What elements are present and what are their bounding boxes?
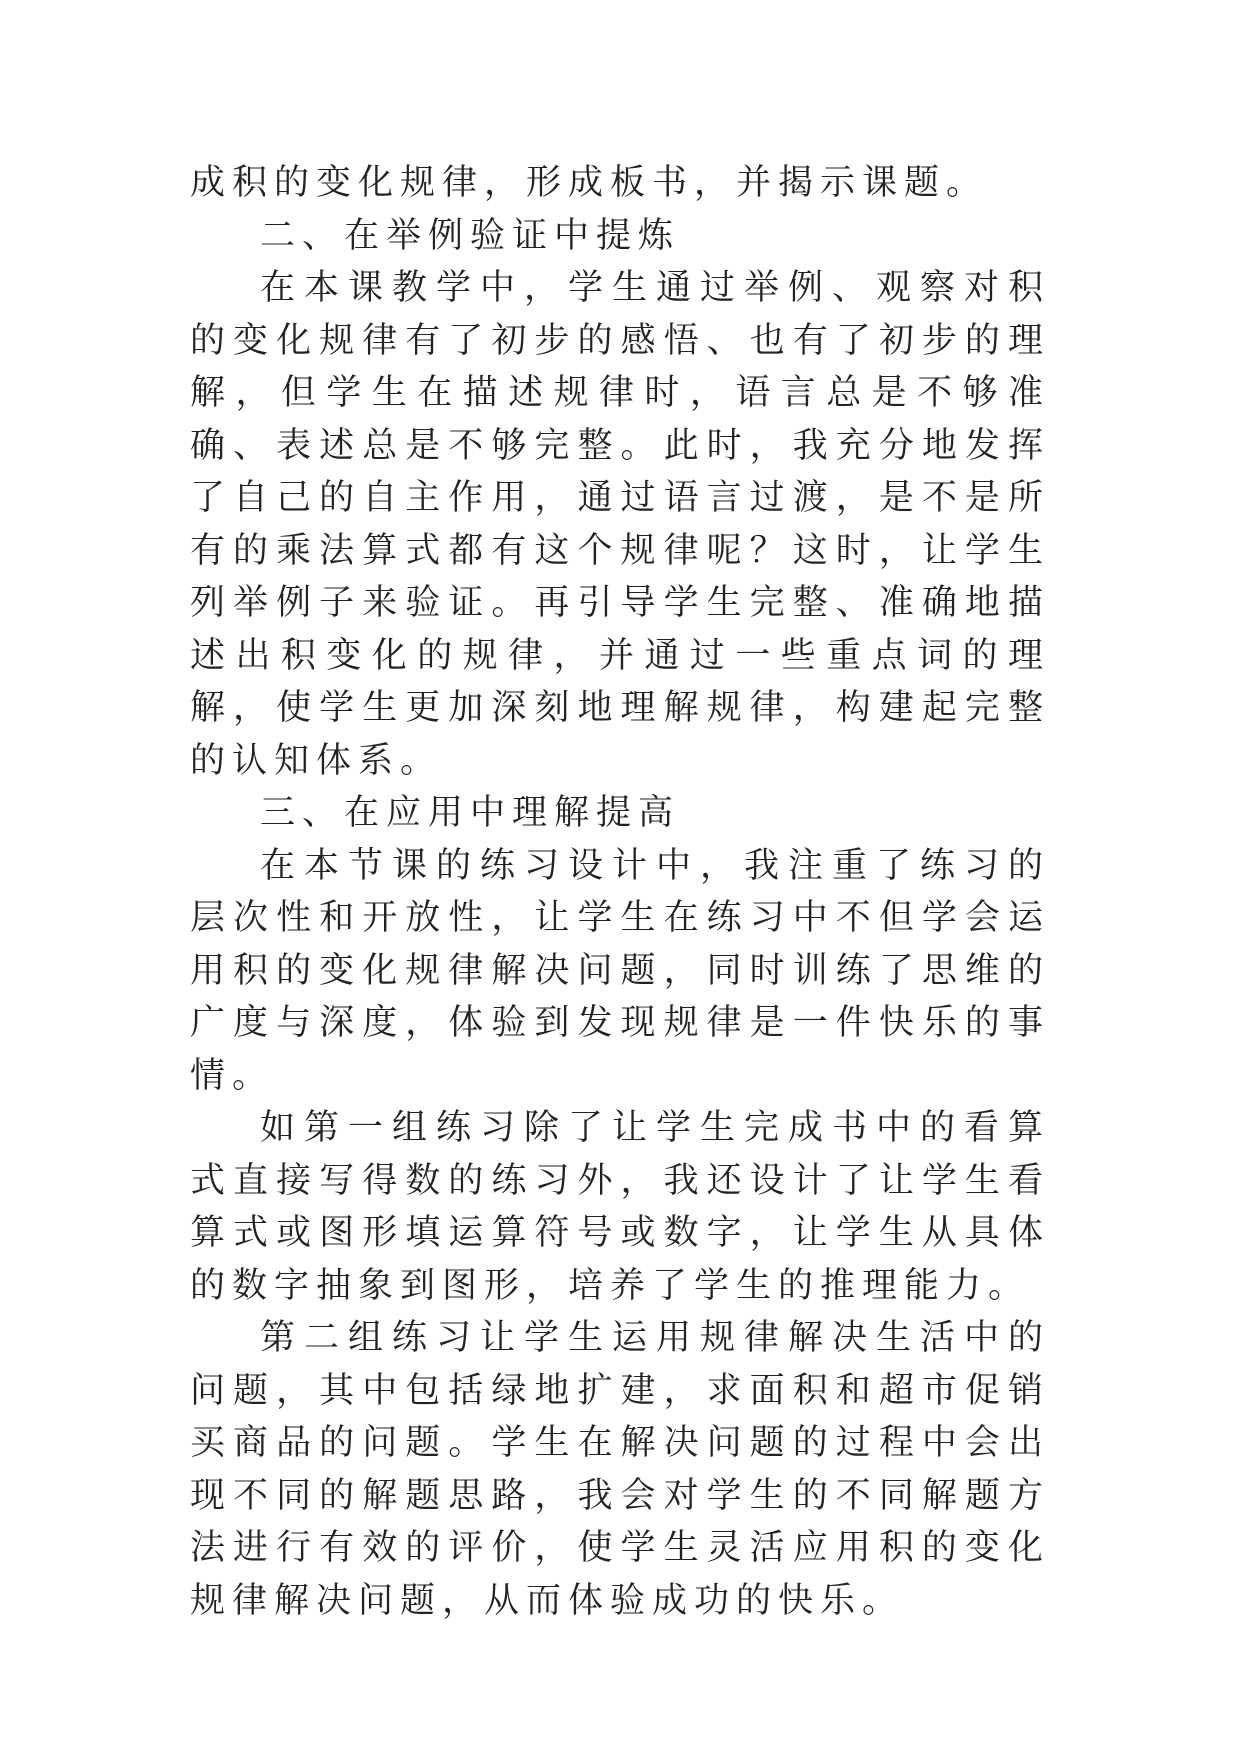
- body-text: [190, 157, 1050, 1627]
- paragraph: 如第一组练习除了让学生完成书中的看算式直接写得数的练习外，我还设计了让学生看算式或图形填运算符号或数字，让学生从具体的数字抽象到图形，培养了学生的推理能力。: [190, 1108, 1050, 1306]
- paragraph-continuation: 成积的变化规律，形成板书，并揭示课题。: [190, 163, 989, 203]
- section-heading-3: 三、在应用中理解提高: [260, 793, 681, 833]
- paragraph: 在本课教学中，学生通过举例、观察对积的变化规律有了初步的感悟、也有了初步的理解，但学生在描述规律时，语言总是不够准确、表述总是不够完整。此时，我充分地发挥了自己的自主作用，通过语言过渡，是不是所有的乘法算式都有这个规律呢？这时，让学生列举例子来验证。再引导学生完整、准确地描述出积变化的规律，并通过一些重点词的理解，使学生更加深刻地理解规律，构建起完整的认知体系。: [190, 268, 1050, 781]
- paragraph: 第二组练习让学生运用规律解决生活中的问题，其中包括绿地扩建，求面积和超市促销买商品的问题。学生在解决问题的过程中会出现不同的解题思路，我会对学生的不同解题方法进行有效的评价，使学生灵活应用积的变化规律解决问题，从而体验成功的快乐。: [190, 1318, 1050, 1621]
- paragraph: 在本节课的练习设计中，我注重了练习的层次性和开放性，让学生在练习中不但学会运用积的变化规律解决问题，同时训练了思维的广度与深度，体验到发现规律是一件快乐的事情。: [190, 845, 1050, 1096]
- section-heading-2: 二、在举例验证中提炼: [260, 215, 681, 256]
